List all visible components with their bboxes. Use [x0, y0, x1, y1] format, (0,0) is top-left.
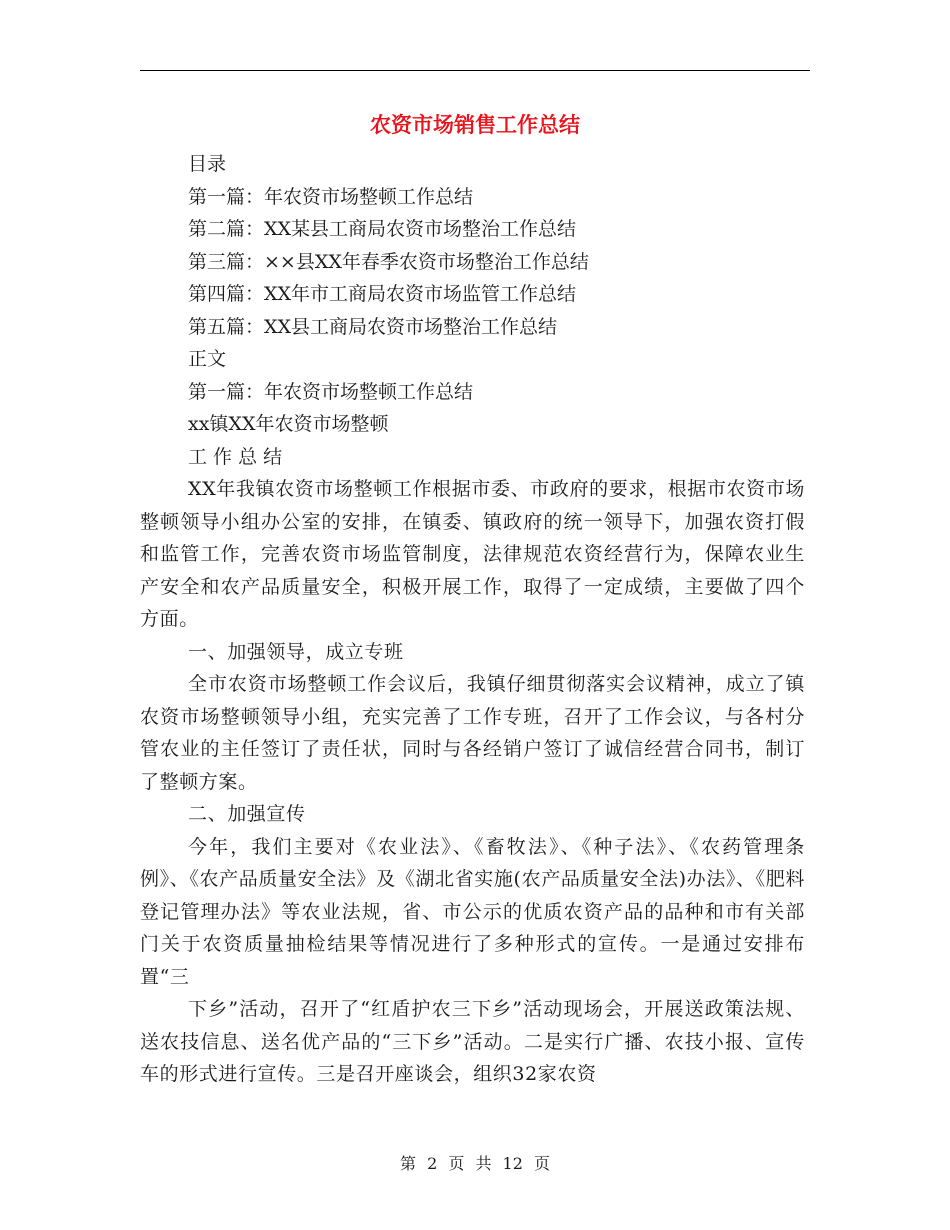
- toc-item: 第三篇：××县XX年春季农资市场整治工作总结: [188, 250, 589, 273]
- header-rule: [140, 70, 810, 71]
- body-heading: 正文: [188, 348, 227, 370]
- page-number: 第 2 页 共 12 页: [400, 1154, 550, 1173]
- body-paragraph: 今年，我们主要对《农业法》、《畜牧法》、《种子法》、《农药管理条例》、《农产品质量安全法》及《湖北省实施(农产品质量安全法)办法》、《肥料登记管理办法》等农业法规，省、市公示的优质农资产品的品种和市有关部门关于农资质量抽检结果等情况进行了多种形式的宣传。一是通过安排布置“三: [140, 835, 805, 988]
- toc-item: 第五篇：XX县工商局农资市场整治工作总结: [188, 315, 558, 338]
- body-paragraph: 下乡”活动，召开了“红盾护农三下乡”活动现场会，开展送政策法规、送农技信息、送名优产品的“三下乡”活动。二是实行广播、农技小报、宣传车的形式进行宣传。三是召开座谈会，组织32家农资: [140, 998, 805, 1085]
- body-paragraph: 全市农资市场整顿工作会议后，我镇仔细贯彻落实会议精神，成立了镇农资市场整顿领导小组，充实完善了工作专班，召开了工作会议，与各村分管农业的主任签订了责任状，同时与各经销户签订了诚信经营合同书，制订了整顿方案。: [140, 673, 805, 793]
- toc-item: 第四篇：XX年市工商局农资市场监管工作总结: [188, 283, 577, 305]
- toc-heading: 目录: [188, 153, 227, 175]
- subtitle-line: 工 作 总 结: [188, 445, 283, 468]
- part-heading: 第一篇：年农资市场整顿工作总结: [188, 380, 474, 403]
- toc-item: 第一篇：年农资市场整顿工作总结: [188, 185, 474, 208]
- document-body: [140, 148, 805, 1091]
- subtitle-line: xx镇XX年农资市场整顿: [188, 413, 389, 435]
- section-heading: 二、加强宣传: [188, 803, 306, 825]
- body-paragraph: XX年我镇农资市场整顿工作根据市委、市政府的要求，根据市农资市场整顿领导小组办公室的安排，在镇委、镇政府的统一领导下，加强农资打假和监管工作，完善农资市场监管制度，法律规范农资经营行为，保障农业生产安全和农产品质量安全，积极开展工作，取得了一定成绩，主要做了四个方面。: [140, 478, 805, 630]
- toc-item: 第二篇：XX某县工商局农资市场整治工作总结: [188, 218, 577, 240]
- section-heading: 一、加强领导，成立专班: [188, 640, 404, 663]
- document-title: 农资市场销售工作总结: [370, 113, 580, 137]
